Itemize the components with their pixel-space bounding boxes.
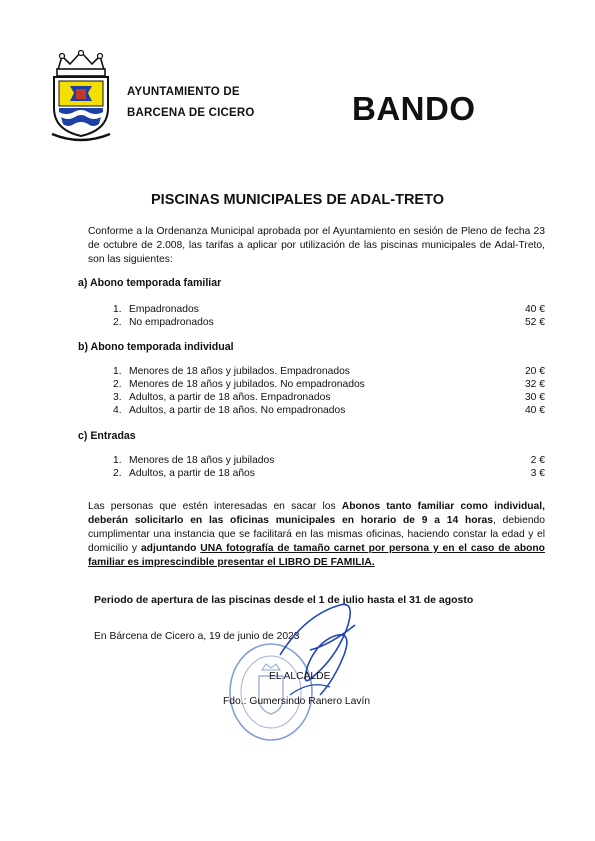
notice-bold-3: adjuntando xyxy=(140,543,197,554)
item-label: Adultos, a partir de 18 años. No empadronados xyxy=(129,405,346,416)
item-label: Menores de 18 años y jubilados. Empadronados xyxy=(129,366,350,377)
organization-name xyxy=(127,82,255,124)
item-number: 1. xyxy=(113,304,122,315)
item-number: 1. xyxy=(113,366,122,377)
signer-name: Fdo.: Gumersindo Ranero Lavín xyxy=(223,696,371,707)
tariff-row xyxy=(113,378,545,392)
item-label: Menores de 18 años y jubilados xyxy=(129,455,275,466)
notice-bold-1: Abonos tanto familiar como individual, xyxy=(341,501,546,512)
document-type: BANDO xyxy=(352,90,476,127)
item-label: Adultos, a partir de 18 años. Empadronados xyxy=(129,392,331,403)
item-number: 2. xyxy=(113,317,122,328)
notice-text-2: , debiendo cumplimentar una instancia que se facilitará en las mismas oficinas, haciendo constar la edad y el domicilio y xyxy=(88,515,545,554)
item-number: 3. xyxy=(113,392,122,403)
intro-text: Conforme a la Ordenanza Municipal aprobada por el Ayuntamiento en sesión de Pleno de fecha 23 de octubre de 2.008, las tarifas a aplicar por utilización de las piscinas municipales de Adal-Treto, son las siguientes: xyxy=(88,226,545,265)
item-price: 2 € xyxy=(530,455,545,466)
tariff-row xyxy=(113,404,545,418)
item-price: 3 € xyxy=(530,468,545,479)
coat-of-arms-icon xyxy=(48,50,114,142)
notice-bold-2: deberán solicitarlo en las oficinas municipales en horario de 9 a 14 horas xyxy=(88,515,493,526)
opening-period: Periodo de apertura de las piscinas desde el 1 de julio hasta el 31 de agosto xyxy=(94,594,474,606)
notice-paragraph xyxy=(88,500,545,570)
place-date: En Bárcena de Cicero a, 19 de junio de 2023 xyxy=(94,631,300,642)
item-label: Empadronados xyxy=(129,304,199,315)
item-price: 40 € xyxy=(524,405,545,416)
item-label: No empadronados xyxy=(129,317,214,328)
section-heading-b: b) Abono temporada individual xyxy=(78,341,234,353)
item-number: 2. xyxy=(113,468,122,479)
item-price: 52 € xyxy=(524,317,545,328)
tariff-row xyxy=(113,391,545,405)
tariff-row xyxy=(113,316,545,330)
item-price: 20 € xyxy=(524,366,545,377)
tariff-row xyxy=(113,303,545,317)
item-number: 2. xyxy=(113,379,122,390)
intro-paragraph xyxy=(88,225,545,267)
section-heading-c: c) Entradas xyxy=(78,430,136,442)
tariff-row xyxy=(113,454,545,468)
notice-underlined: UNA fotografía de tamaño carnet por persona y en el caso de abono familiar es imprescindible presentar el LIBRO DE FAMILIA. xyxy=(88,543,545,568)
org-line-1: AYUNTAMIENTO DE xyxy=(127,86,240,98)
item-label: Menores de 18 años y jubilados. No empadronados xyxy=(129,379,365,390)
item-price: 40 € xyxy=(524,304,545,315)
tariff-row xyxy=(113,365,545,379)
tariff-row xyxy=(113,467,545,481)
org-line-2: BARCENA DE CICERO xyxy=(127,107,255,119)
item-number: 1. xyxy=(113,455,122,466)
item-number: 4. xyxy=(113,405,122,416)
item-label: Adultos, a partir de 18 años xyxy=(129,468,255,479)
signer-role: EL ALCALDE xyxy=(269,671,331,682)
item-price: 32 € xyxy=(524,379,545,390)
notice-text-1: Las personas que estén interesadas en sacar los xyxy=(88,501,342,512)
section-heading-a: a) Abono temporada familiar xyxy=(78,277,222,289)
item-price: 30 € xyxy=(524,392,545,403)
page-title: PISCINAS MUNICIPALES DE ADAL-TRETO xyxy=(151,192,444,208)
